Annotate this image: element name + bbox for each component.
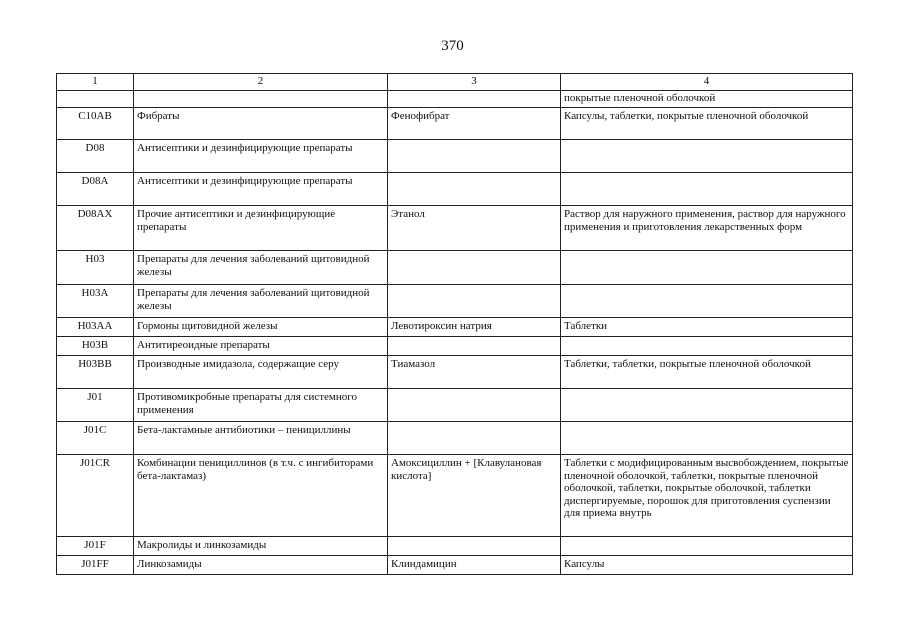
group-cell: Прочие антисептики и дезинфицирующие препараты [134,206,388,251]
atc-code-cell: D08AX [57,206,134,251]
column-header-1: 1 [57,74,134,91]
form-cell [561,140,853,173]
atc-code-cell: H03A [57,285,134,318]
table-row [57,356,853,389]
group-cell [134,91,388,108]
drug-cell [388,140,561,173]
atc-code-cell: J01CR [57,455,134,537]
table-row [57,173,853,206]
drug-cell [388,285,561,318]
group-cell: Линкозамиды [134,556,388,575]
group-cell: Препараты для лечения заболеваний щитовидной железы [134,285,388,318]
form-cell: покрытые пленочной оболочкой [561,91,853,108]
atc-code-cell: H03AA [57,318,134,337]
column-header-3: 3 [388,74,561,91]
form-cell [561,251,853,285]
drug-cell [388,173,561,206]
group-cell: Гормоны щитовидной железы [134,318,388,337]
atc-code-cell [57,91,134,108]
form-cell [561,285,853,318]
table-row [57,140,853,173]
table-row [57,455,853,537]
group-cell: Антисептики и дезинфицирующие препараты [134,140,388,173]
atc-code-cell: H03BB [57,356,134,389]
drug-cell: Левотироксин натрия [388,318,561,337]
drug-cell [388,537,561,556]
atc-code-cell: H03 [57,251,134,285]
header-row [57,74,853,91]
group-cell: Бета-лактамные антибиотики – пенициллины [134,422,388,455]
table-row [57,337,853,356]
form-cell [561,537,853,556]
atc-code-cell: D08 [57,140,134,173]
group-cell: Антисептики и дезинфицирующие препараты [134,173,388,206]
atc-code-cell: D08A [57,173,134,206]
form-cell: Таблетки [561,318,853,337]
form-cell: Таблетки с модифицированным высвобождением, покрытые пленочной оболочкой, таблетки, покрытые пленочной оболочкой, таблетки, покрытые оболочкой, таблетки диспергируемые, порошок для приготовления суспензии для приема внутрь [561,455,853,537]
medication-table [56,73,853,575]
table-row [57,422,853,455]
form-cell [561,389,853,422]
form-cell [561,173,853,206]
group-cell: Фибраты [134,108,388,140]
drug-cell [388,251,561,285]
table-row [57,206,853,251]
atc-code-cell: J01 [57,389,134,422]
column-header-2: 2 [134,74,388,91]
group-cell: Противомикробные препараты для системного применения [134,389,388,422]
table-row [57,537,853,556]
group-cell: Производные имидазола, содержащие серу [134,356,388,389]
drug-cell [388,337,561,356]
column-header-4: 4 [561,74,853,91]
drug-cell: Тиамазол [388,356,561,389]
group-cell: Антитиреоидные препараты [134,337,388,356]
table-row [57,318,853,337]
form-cell: Таблетки, таблетки, покрытые пленочной оболочкой [561,356,853,389]
drug-cell [388,422,561,455]
drug-cell: Клиндамицин [388,556,561,575]
page-number: 370 [441,38,464,54]
drug-cell: Фенофибрат [388,108,561,140]
table-row [57,108,853,140]
atc-code-cell: J01F [57,537,134,556]
drug-cell: Этанол [388,206,561,251]
table-row [57,285,853,318]
group-cell: Препараты для лечения заболеваний щитовидной железы [134,251,388,285]
table-row [57,556,853,575]
drug-cell [388,389,561,422]
form-cell [561,337,853,356]
form-cell: Капсулы [561,556,853,575]
drug-cell [388,91,561,108]
table-row [57,251,853,285]
table-row [57,389,853,422]
group-cell: Макролиды и линкозамиды [134,537,388,556]
atc-code-cell: C10AB [57,108,134,140]
table-row [57,91,853,108]
form-cell: Раствор для наружного применения, раствор для наружного применения и приготовления лекарственных форм [561,206,853,251]
drug-cell: Амоксициллин + [Клавулановая кислота] [388,455,561,537]
form-cell: Капсулы, таблетки, покрытые пленочной оболочкой [561,108,853,140]
form-cell [561,422,853,455]
group-cell: Комбинации пенициллинов (в т.ч. с ингибиторами бета-лактамаз) [134,455,388,537]
atc-code-cell: J01C [57,422,134,455]
atc-code-cell: H03B [57,337,134,356]
atc-code-cell: J01FF [57,556,134,575]
